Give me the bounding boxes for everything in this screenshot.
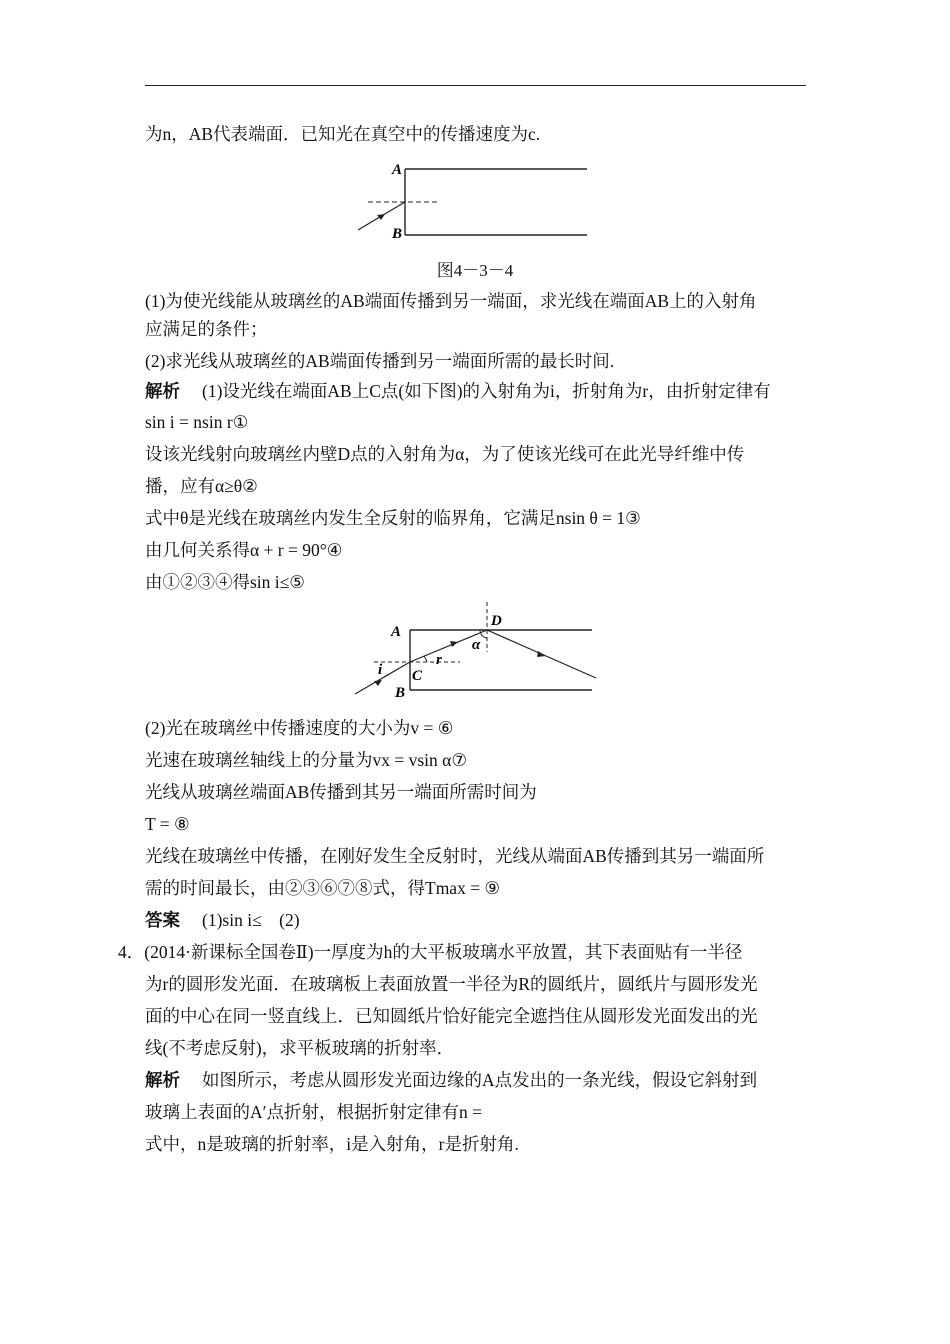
text-line: 线(不考虑反射)，求平板玻璃的折射率． <box>145 1038 455 1058</box>
text-line: 设该光线射向玻璃丝内壁D点的入射角为α，为了使该光线可在此光导纤维中传 <box>145 444 745 464</box>
analysis-text: 如图所示，考虑从圆形发光面边缘的A点发出的一条光线，假设它斜射到 <box>202 1070 758 1090</box>
figure-light-path <box>0 600 950 710</box>
text-line: 播，应有α≥θ② <box>145 476 258 496</box>
analysis-line <box>145 1069 757 1091</box>
text-line: 由几何关系得α + r = 90°④ <box>145 540 343 560</box>
text-line: 面的中心在同一竖直线上．已知圆纸片恰好能完全遮挡住从圆形发光面发出的光 <box>145 1006 758 1026</box>
text-line: 为n，AB代表端面．已知光在真空中的传播速度为c. <box>145 124 541 144</box>
analysis-label: 解析 <box>145 381 180 401</box>
figure-caption: 图4－3－4 <box>436 261 514 280</box>
problem-line: 4．(2014·新课标全国卷Ⅱ)一厚度为h的大平板玻璃水平放置，其下表面贴有一半径 <box>118 942 743 962</box>
text-line: 光速在玻璃丝轴线上的分量为vx = vsin α⑦ <box>145 750 468 770</box>
text-line: (2)求光线从玻璃丝的AB端面传播到另一端面所需的最长时间. <box>145 351 615 371</box>
label-r: r <box>436 652 442 668</box>
text-line: 玻璃上表面的A′点折射，根据折射定律有n = <box>145 1102 482 1122</box>
label-a: A <box>391 624 402 640</box>
analysis-label: 解析 <box>145 1070 180 1090</box>
label-a: A <box>392 162 403 178</box>
text-line: 由①②③④得sin i≤⑤ <box>145 572 305 592</box>
analysis-line <box>145 380 771 402</box>
label-b: B <box>392 226 403 242</box>
text-line: 式中，n是玻璃的折射率，i是入射角，r是折射角. <box>145 1134 519 1154</box>
text-line: (2)光在玻璃丝中传播速度的大小为v = ⑥ <box>145 718 454 738</box>
text-line: 为r的圆形发光面．在玻璃板上表面放置一半径为R的圆纸片，圆纸片与圆形发光 <box>145 974 758 994</box>
text-line: 需的时间最长，由②③⑥⑦⑧式，得Tmax = ⑨ <box>145 878 501 898</box>
text-line: T = ⑧ <box>145 814 190 834</box>
analysis-text: (1)设光线在端面AB上C点(如下图)的入射角为i，折射角为r，由折射定律有 <box>202 381 771 401</box>
label-i: i <box>378 662 383 678</box>
label-b: B <box>395 685 406 701</box>
label-c: C <box>412 668 423 684</box>
text-line: 式中θ是光线在玻璃丝内发生全反射的临界角，它满足nsin θ = 1③ <box>145 508 641 528</box>
label-alpha: α <box>472 637 481 653</box>
top-rule <box>145 85 806 86</box>
text-line: 光线在玻璃丝中传播，在刚好发生全反射时，光线从端面AB传播到其另一端面所 <box>145 846 765 866</box>
answer-line <box>145 909 300 931</box>
label-d: D <box>491 613 502 629</box>
answer-text: (1)sin i≤ (2) <box>202 910 300 930</box>
text-line: (1)为使光线能从玻璃丝的AB端面传播到另一端面，求光线在端面AB上的入射角 <box>145 291 757 311</box>
text-line: sin i = nsin r① <box>145 412 249 432</box>
text-line: 应满足的条件； <box>145 319 268 339</box>
answer-label: 答案 <box>145 910 180 930</box>
text-line: 光线从玻璃丝端面AB传播到其另一端面所需时间为 <box>145 782 537 802</box>
